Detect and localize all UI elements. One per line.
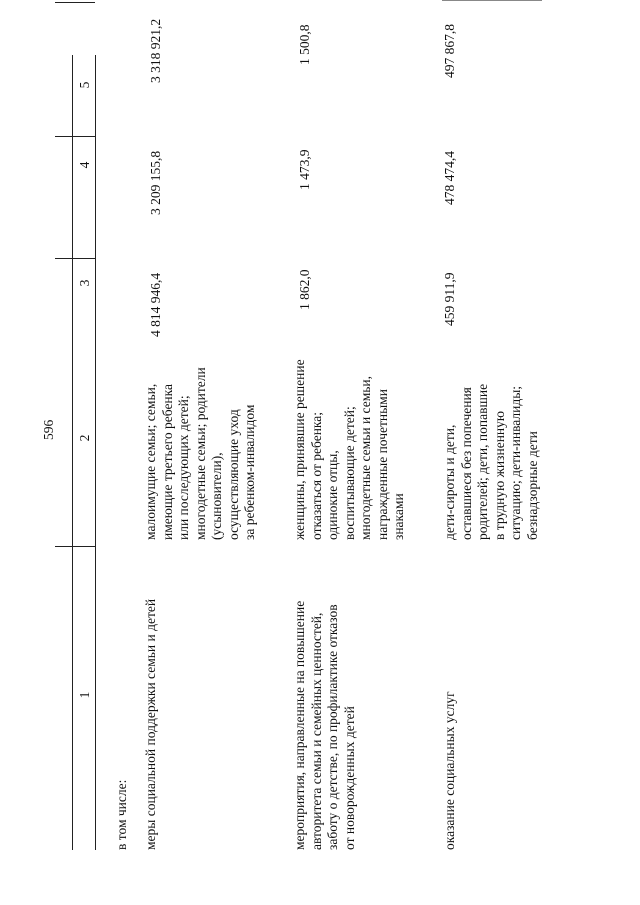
row-1-value-3: 4 814 946,4 (148, 272, 163, 337)
col-sep-1-2 (55, 546, 95, 547)
col-sep-4-5 (55, 2, 95, 3)
col-sep-3-4 (55, 136, 95, 137)
col-sep-2-3 (55, 258, 95, 259)
row-1-value-5: 3 318 921,2 (148, 18, 163, 83)
row-subtotal-label: в том числе: (114, 779, 129, 850)
header-col-5: 5 (77, 81, 92, 89)
header-col-1: 1 (77, 691, 92, 699)
row-3-recipients: дети-сироты и дети, оставшиеся без попечения родителей; дети, попавшие в трудную жизненную ситуацию; дети-инвалиды; безнадзорные дети (442, 383, 540, 540)
page-number: 596 (41, 419, 56, 440)
row-3-value-3: 459 911,9 (442, 272, 457, 326)
row-2-value-5: 1 500,8 (297, 24, 312, 65)
row-2-value-4: 1 473,9 (297, 149, 312, 190)
header-col-4: 4 (77, 161, 92, 169)
row-2-value-3: 1 862,0 (297, 269, 312, 310)
header-bottom-rule (95, 55, 96, 850)
header-col-3: 3 (77, 279, 92, 287)
row-2-recipients: женщины, принявшие решение отказаться от ребенка; одинокие отцы, воспитывающие детей; многодетные семьи и семьи, награжденные почетными знаками (292, 359, 406, 540)
header-col-2: 2 (77, 434, 92, 442)
row-1-recipients: малоимущие семьи; семьи, имеющие третьего ребенка или последующих детей; многодетные семьи; родители (усыновители), осуществляющие уход за ребенком-инвалидом (143, 367, 257, 540)
row-1-value-4: 3 209 155,8 (148, 150, 163, 215)
table-top-rule (72, 55, 73, 850)
row-1-label: меры социальной поддержки семьи и детей (143, 598, 158, 850)
row-3-value-5: 497 867,8 (442, 24, 457, 78)
row-2-label: мероприятия, направленные на повышение авторитета семьи и семейных ценностей, заботу о детстве, по профилактике отказов от новорожденных детей (292, 600, 357, 850)
row-3-value-4: 478 474,4 (442, 151, 457, 205)
row-3-label: оказание социальных услуг (442, 691, 457, 850)
